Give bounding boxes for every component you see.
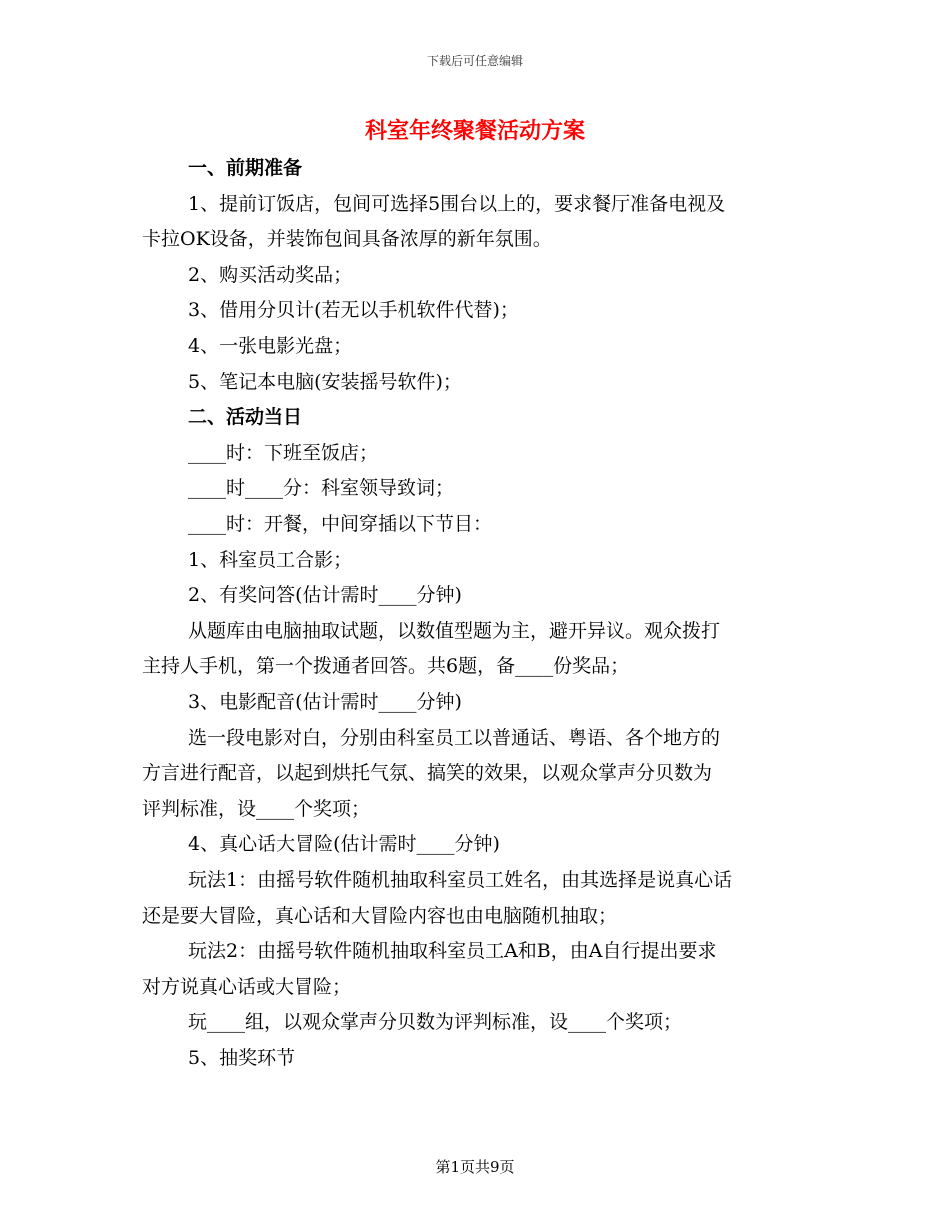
body-line: 还是要大冒险，真心话和大冒险内容也由电脑随机抽取； bbox=[142, 904, 618, 927]
body-line: 2、购买活动奖品； bbox=[188, 263, 353, 286]
body-line: 从题库由电脑抽取试题，以数值型题为主，避开异议。观众拨打 bbox=[188, 619, 721, 642]
section-heading: 二、活动当日 bbox=[188, 406, 303, 429]
body-line: 3、电影配音(估计需时____分钟) bbox=[188, 691, 462, 713]
body-line: 选一段电影对白，分别由科室员工以普通话、粤语、各个地方的 bbox=[188, 726, 721, 749]
body-line: 5、抽奖环节 bbox=[188, 1047, 296, 1069]
body-line: 玩____组，以观众掌声分贝数为评判标准，设____个奖项； bbox=[188, 1011, 683, 1034]
body-line: 1、提前订饭店，包间可选择5围台以上的，要求餐厅准备电视及 bbox=[188, 192, 726, 215]
body-line: 玩法1：由摇号软件随机抽取科室员工姓名，由其选择是说真心话 bbox=[188, 869, 733, 891]
body-line: 对方说真心话或大冒险； bbox=[142, 975, 352, 998]
body-line: ____时：下班至饭店； bbox=[188, 441, 379, 464]
body-line: ____时：开餐，中间穿插以下节目： bbox=[188, 513, 493, 535]
body-line: 4、真心话大冒险(估计需时____分钟) bbox=[188, 833, 500, 856]
body-line: 主持人手机，第一个拨通者回答。共6题，备____份奖品； bbox=[142, 655, 630, 678]
body-line: 评判标准，设____个奖项； bbox=[142, 797, 371, 820]
body-line: 3、借用分贝计(若无以手机软件代替)； bbox=[188, 299, 519, 322]
page-footer: 第1页共9页 bbox=[435, 1158, 515, 1176]
section-heading: 一、前期准备 bbox=[188, 157, 303, 179]
body-line: 卡拉OK设备，并装饰包间具备浓厚的新年氛围。 bbox=[142, 228, 552, 251]
body-line: 4、一张电影光盘； bbox=[188, 335, 353, 357]
body-line: 1、科室员工合影； bbox=[188, 548, 353, 571]
body-line: ____时____分：科室领导致词； bbox=[188, 477, 455, 500]
body-line: 玩法2：由摇号软件随机抽取科室员工A和B，由A自行提出要求 bbox=[188, 940, 717, 963]
page-header: 下载后可任意编辑 bbox=[426, 54, 523, 68]
document-title: 科室年终聚餐活动方案 bbox=[364, 118, 585, 144]
body-line: 2、有奖问答(估计需时____分钟) bbox=[188, 584, 462, 607]
body-line: 5、笔记本电脑(安装摇号软件)； bbox=[188, 370, 462, 393]
body-line: 方言进行配音，以起到烘托气氛、搞笑的效果，以观众掌声分贝数为 bbox=[142, 762, 713, 785]
